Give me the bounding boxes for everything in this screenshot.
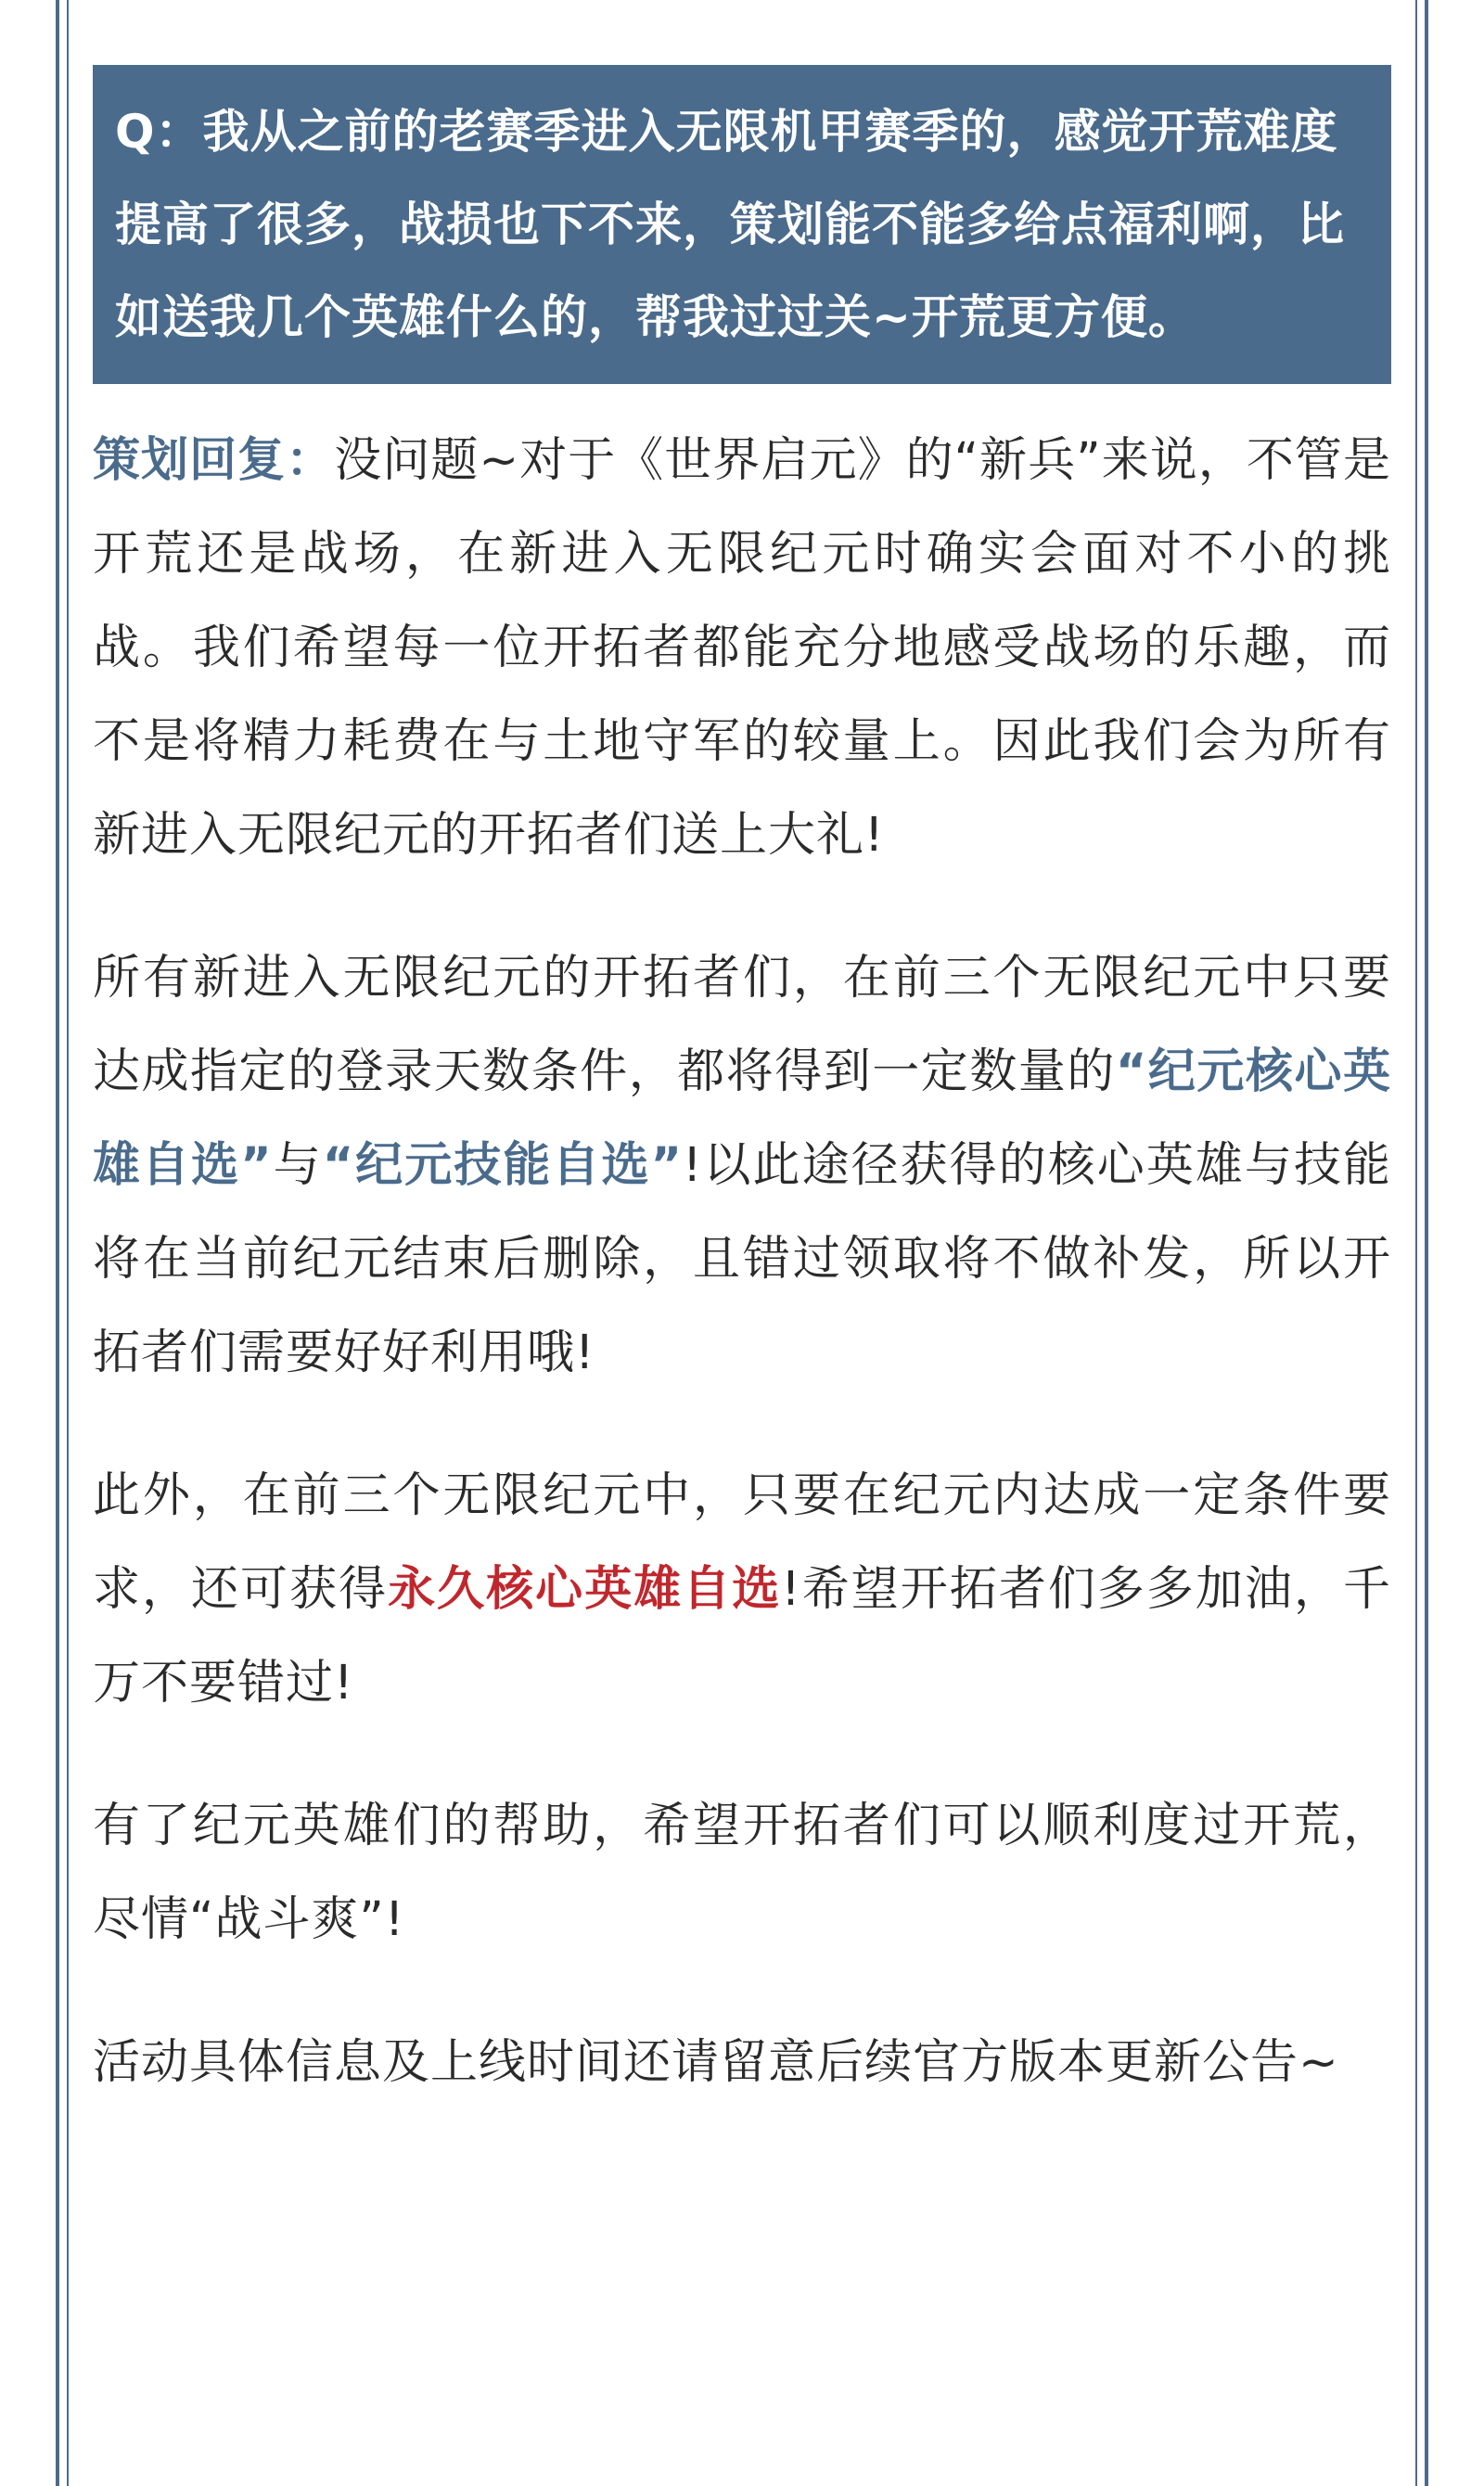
reply-paragraph-4 bbox=[93, 1779, 1391, 1967]
frame-border-left-inner bbox=[67, 0, 69, 2486]
reply-paragraph-5 bbox=[93, 2016, 1391, 2109]
highlight-core-hero-select: “纪元核心英雄自选” bbox=[93, 1044, 1391, 1193]
highlight-skill-select: “纪元技能自选” bbox=[322, 1138, 684, 1193]
reply-text-2a: 所有新进入无限纪元的开拓者们，在前三个无限纪元中只要达成指定的登录天数条件，都将得到一定数量的 bbox=[93, 951, 1391, 1099]
reply-text-2b: 与 bbox=[272, 1138, 323, 1193]
reply-text-3b: !希望开拓者们多多加油，千万不要错过! bbox=[93, 1562, 1391, 1711]
question-box bbox=[93, 65, 1391, 384]
reply-paragraph-3 bbox=[93, 1449, 1391, 1730]
reply-text-5: 活动具体信息及上线时间还请留意后续官方版本更新公告~ bbox=[93, 2035, 1339, 2090]
frame-border-right-outer bbox=[1425, 0, 1428, 2486]
frame-border-right-inner bbox=[1415, 0, 1417, 2486]
reply-text-2c: !以此途径获得的核心英雄与技能将在当前纪元结束后删除，且错过领取将不做补发，所以开拓者们需要好好利用哦! bbox=[93, 1138, 1391, 1380]
reply-paragraph-2 bbox=[93, 931, 1391, 1400]
frame-border-left-outer bbox=[56, 0, 59, 2486]
reply-text-3a: 此外，在前三个无限纪元中，只要在纪元内达成一定条件要求，还可获得 bbox=[93, 1468, 1391, 1617]
article-content bbox=[93, 65, 1391, 2109]
reply-text-1: 没问题~对于《世界启元》的“新兵”来说，不管是开荒还是战场，在新进入无限纪元时确实会面对不小的挑战。我们希望每一位开拓者都能充分地感受战场的乐趣，而不是将精力耗费在与土地守军的较量上。因此我们会为所有新进入无限纪元的开拓者们送上大礼! bbox=[93, 433, 1391, 863]
reply-paragraph-1 bbox=[93, 414, 1391, 882]
reply-label: 策划回复： bbox=[93, 433, 335, 488]
highlight-permanent-hero-select: 永久核心英雄自选 bbox=[388, 1562, 782, 1617]
reply-text-4: 有了纪元英雄们的帮助，希望开拓者们可以顺利度过开荒，尽情“战斗爽”! bbox=[93, 1799, 1391, 1947]
question-text: Q：我从之前的老赛季进入无限机甲赛季的，感觉开荒难度提高了很多，战损也下不来，策划能不能多给点福利啊，比如送我几个英雄什么的，帮我过过关~开荒更方便。 bbox=[115, 105, 1345, 344]
